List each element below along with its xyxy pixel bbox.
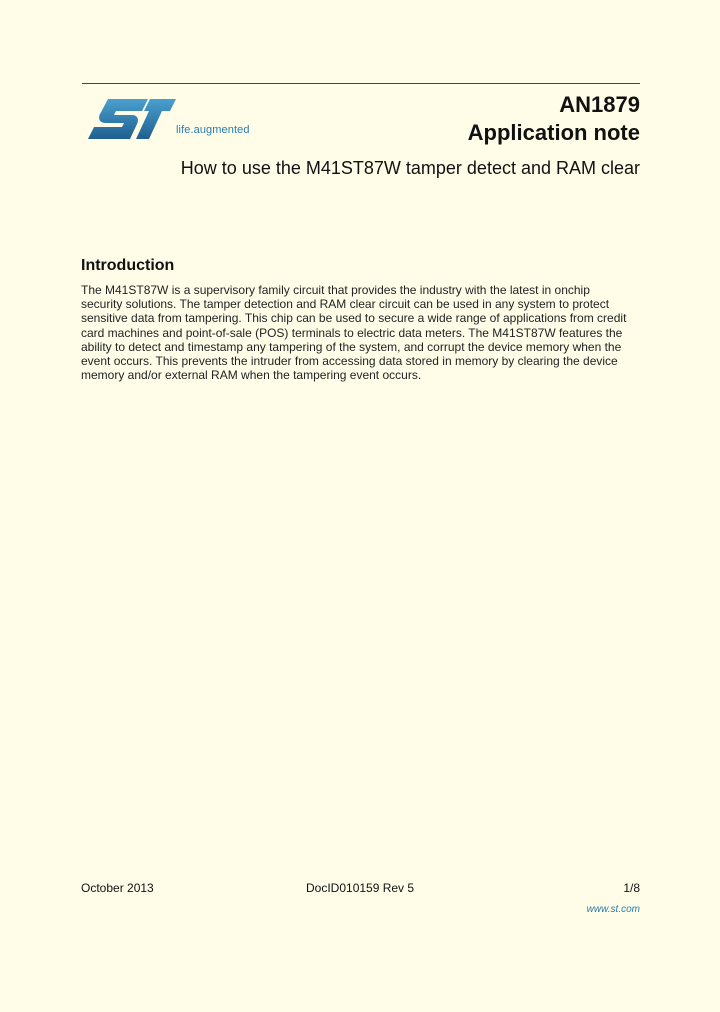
document-number: AN1879 bbox=[559, 92, 640, 117]
paragraph-line: The M41ST87W is a supervisory family circuit that provides the industry with the latest in onchip bbox=[81, 283, 590, 297]
logo-tagline: life.augmented bbox=[176, 124, 250, 136]
introduction-heading: Introduction bbox=[81, 257, 175, 274]
st-logo bbox=[86, 97, 276, 143]
paragraph-line: event occurs. This prevents the intruder from accessing data stored in memory by clearing the device bbox=[81, 354, 618, 369]
footer-date: October 2013 bbox=[81, 881, 154, 895]
document-subtitle: How to use the M41ST87W tamper detect and RAM clear bbox=[180, 158, 640, 178]
paragraph-line: sensitive data from tampering. This chip can be used to secure a wide range of applications from credit bbox=[81, 311, 627, 326]
paragraph-line: ability to detect and timestamp any tampering of the system, and corrupt the device memory when the bbox=[81, 339, 622, 354]
footer-website-link[interactable]: www.st.com bbox=[586, 904, 640, 915]
paragraph-line: security solutions. The tamper detection and RAM clear circuit can be used in any system to protect bbox=[81, 297, 610, 312]
footer-page-number: 1/8 bbox=[623, 881, 640, 895]
paragraph-line: card machines and point-of-sale (POS) terminals to electric data meters. The M41ST87W features the bbox=[81, 325, 623, 340]
paragraph-line: memory and/or external RAM when the tampering event occurs. bbox=[81, 368, 422, 383]
footer-doc-id: DocID010159 Rev 5 bbox=[306, 881, 415, 895]
st-logo-icon bbox=[86, 97, 176, 143]
header-rule bbox=[82, 83, 640, 84]
document-type: Application note bbox=[467, 120, 640, 145]
introduction-paragraph bbox=[81, 283, 641, 382]
